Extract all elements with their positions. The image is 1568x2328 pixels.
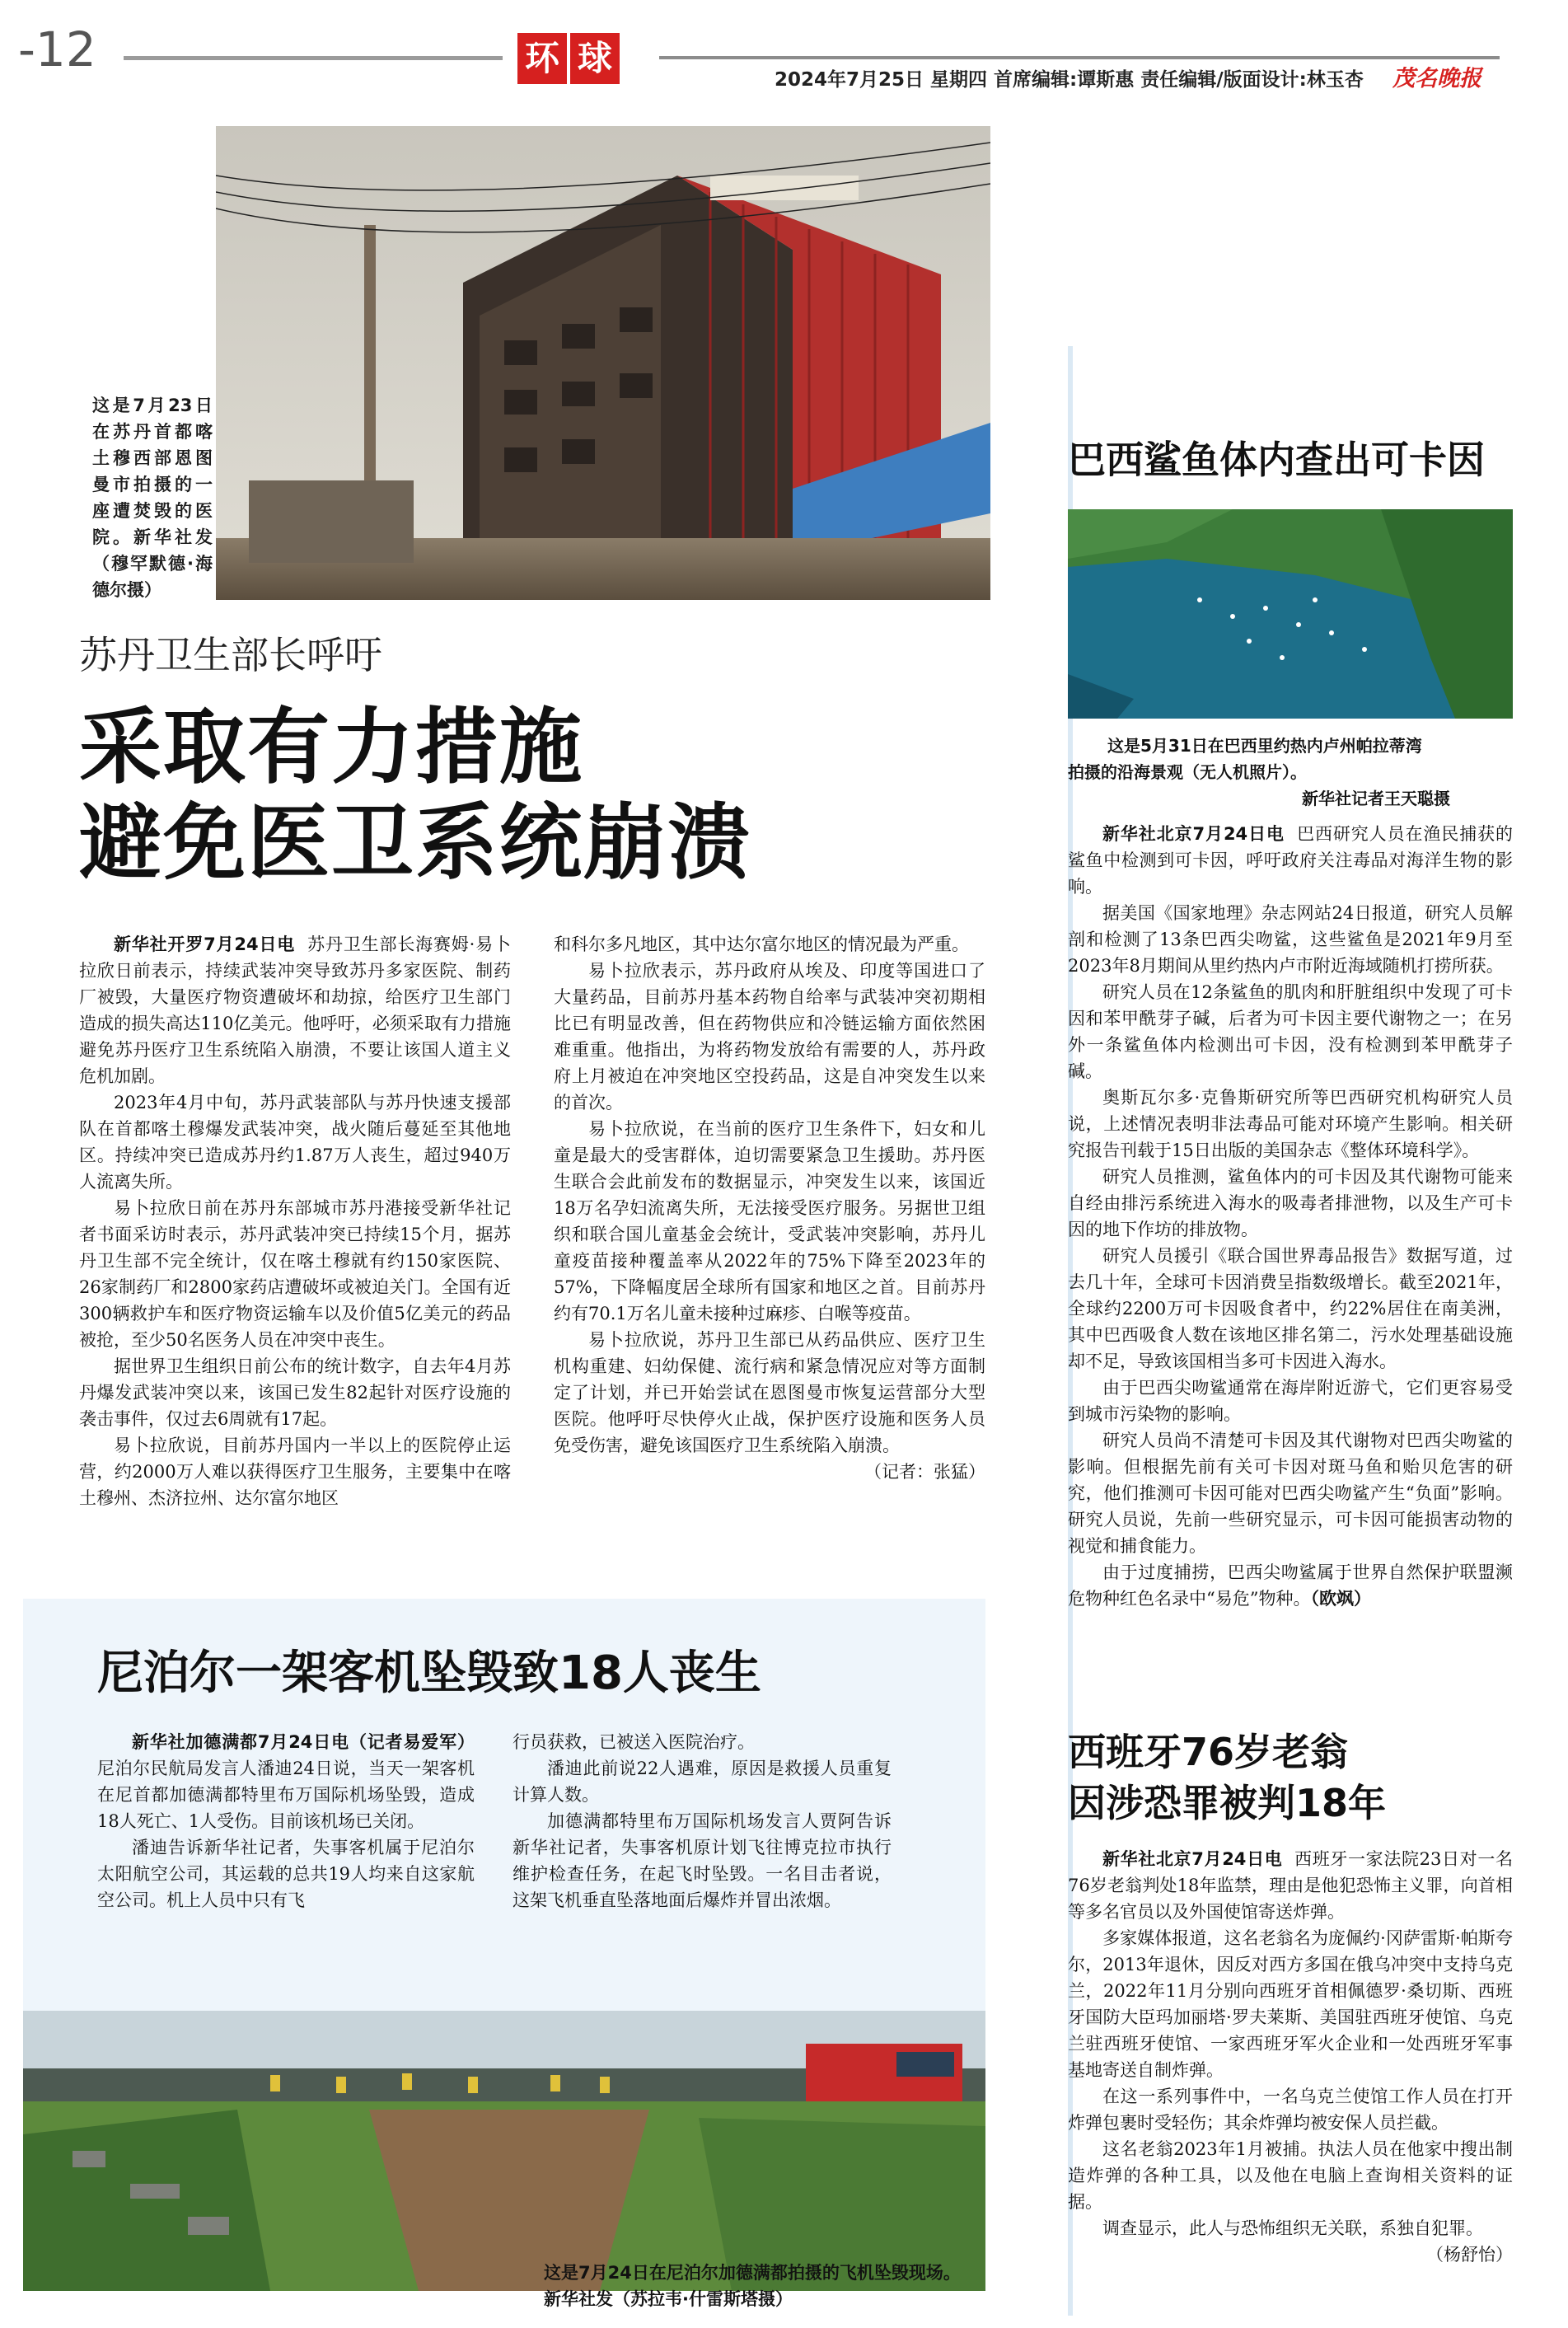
nepal-para: 行员获救，已被送入医院治疗。: [513, 1732, 755, 1752]
sudan-para: 易卜拉欣表示，苏丹政府从埃及、印度等国进口了大量药品，目前苏丹基本药物自给率与武装冲突初期相比已有明显改善，但在药物供应和冷链运输方面依然困难重重。他指出，为将药物发放给有需要的人，苏丹政府上月被迫在冲突地区空投药品，这是自冲突发生以来的首次。: [554, 961, 985, 1112]
sudan-para: 易卜拉欣说，目前苏丹国内一半以上的医院停止运营，约2000万人难以获得医疗卫生服务，主要集中在喀土穆州、杰济拉州、达尔富尔地区: [79, 1436, 511, 1508]
spain-byline: （杨舒怡）: [1426, 2245, 1513, 2265]
brazil-photo-caption-line1: 这是5月31日在巴西里约热内卢州帕拉蒂湾: [1107, 736, 1422, 756]
sudan-para: 易卜拉欣说，苏丹卫生部已从药品供应、医疗卫生机构重建、妇幼保健、流行病和紧急情况应对等方面制定了计划，并已开始尝试在恩图曼市恢复运营部分大型医院。他呼吁尽快停火止战，保护医疗设施和医务人员免受伤害，避免该国医疗卫生系统陷入崩溃。: [554, 1330, 985, 1455]
spain-headline-line2: 因涉恐罪被判18年: [1068, 1781, 1387, 1825]
nepal-crash-photo: [23, 2011, 985, 2291]
spain-headline-line1: 西班牙76岁老翁: [1068, 1730, 1349, 1774]
sudan-para: 苏丹卫生部长海赛姆·易卜拉欣日前表示，持续武装冲突导致苏丹多家医院、制药厂被毁，大量医疗物资遭破坏和劫掠，给医疗卫生部门造成的损失高达110亿美元。他呼吁，必须采取有力措施避免苏丹医疗卫生系统陷入崩溃，不要让该国人道主义危机加剧。: [79, 934, 511, 1086]
nepal-body-col2: [513, 1729, 892, 1913]
brazil-para: 研究人员尚不清楚可卡因及其代谢物对巴西尖吻鲨的影响。但根据先前有关可卡因对斑马鱼和贻贝危害的研究，他们推测可卡因可能对巴西尖吻鲨产生“负面”影响。研究人员说，先前一些研究显示，可卡因可能损害动物的视觉和捕食能力。: [1068, 1431, 1513, 1556]
sudan-photo-caption: 这是7月23日在苏丹首都喀土穆西部恩图曼市拍摄的一座遭焚毁的医院。新华社发（穆罕默德·海德尔摄）: [92, 396, 213, 600]
spain-body: [1068, 1846, 1513, 2268]
masthead-logo: 茂名晚报: [1392, 66, 1481, 91]
spain-para: 这名老翁2023年1月被捕。执法人员在他家中搜出制造炸弹的各种工具，以及他在电脑上查询相关资料的证据。: [1068, 2139, 1513, 2212]
sudan-para: 和科尔多凡地区，其中达尔富尔地区的情况最为严重。: [554, 934, 969, 954]
brazil-para: 研究人员在12条鲨鱼的肌肉和肝脏组织中发现了可卡因和苯甲酰芽子碱，后者为可卡因主要代谢物之一；在另外一条鲨鱼体内检测出可卡因，没有检测到苯甲酰芽子碱。: [1068, 982, 1513, 1081]
nepal-body-col1: [97, 1729, 475, 1913]
nepal-photo-caption: 这是7月24日在尼泊尔加德满都拍摄的飞机坠毁现场。新华社发（苏拉韦·什雷斯塔摄）: [544, 2263, 961, 2309]
brazil-lead: 新华社北京7月24日电: [1102, 824, 1285, 844]
brazil-bay-photo: [1068, 509, 1513, 719]
brazil-para: 由于巴西尖吻鲨通常在海岸附近游弋，它们更容易受到城市污染物的影响。: [1068, 1378, 1513, 1424]
brazil-byline: （欧飒）: [1310, 1589, 1371, 1609]
sudan-body-col2: [554, 931, 985, 1485]
sudan-para: 易卜拉欣日前在苏丹东部城市苏丹港接受新华社记者书面采访时表示，苏丹武装冲突已持续15个月，据苏丹卫生部不完全统计，仅在喀土穆就有约150家医院、26家制药厂和2800家药店遭破坏或被迫关门。全国有近300辆救护车和医疗物资运输车以及价值5亿美元的药品被抢，至少50名医务人员在冲突中丧生。: [79, 1198, 511, 1350]
page-number: -12: [18, 21, 96, 77]
nepal-headline: 尼泊尔一架客机坠毁致18人丧生: [97, 1646, 761, 1700]
nepal-para: 潘迪告诉新华社记者，失事客机属于尼泊尔太阳航空公司，其运载的总共19人均来自这家航空公司。机上人员中只有飞: [97, 1838, 475, 1910]
spain-lead: 新华社北京7月24日电: [1102, 1849, 1283, 1869]
brazil-photo-caption-line2: 拍摄的沿海景观（无人机照片）。: [1068, 762, 1307, 782]
brazil-headline: 巴西鲨鱼体内查出可卡因: [1068, 438, 1485, 482]
sudan-body-col1: [79, 931, 511, 1511]
spain-para: 调查显示，此人与恐怖组织无关联，系独自犯罪。: [1102, 2218, 1483, 2238]
section-badge-1: 环: [517, 33, 567, 84]
sudan-para: 易卜拉欣说，在当前的医疗卫生条件下，妇女和儿童是最大的受害群体，迫切需要紧急卫生援助。苏丹医生联合会此前发布的数据显示，冲突发生以来，该国近18万名孕妇流离失所，无法接受医疗服务。另据世卫组织和联合国儿童基金会统计，受武装冲突影响，苏丹儿童疫苗接种覆盖率从2022年的75%下降至2023年的57%，下降幅度居全球所有国家和地区之首。目前苏丹约有70.1万名儿童未接种过麻疹、白喉等疫苗。: [554, 1119, 985, 1323]
brazil-photo-credit: 新华社记者王天聪摄: [1302, 789, 1450, 808]
dateline: 2024年7月25日 星期四 首席编辑:谭斯惠 责任编辑/版面设计:林玉杏: [775, 69, 1364, 91]
sudan-lead: 新华社开罗7月24日电: [114, 934, 296, 954]
header-rule-left: [124, 56, 503, 60]
sudan-headline-line1: 采取有力措施: [79, 699, 583, 795]
sudan-hospital-photo: [216, 126, 990, 600]
spain-para: 西班牙一家法院23日对一名76岁老翁判处18年监禁，理由是他犯恐怖主义罪，向首相等多名官员以及外国使馆寄送炸弹。: [1068, 1849, 1513, 1922]
brazil-body: [1068, 821, 1513, 1612]
brazil-para: 奥斯瓦尔多·克鲁斯研究所等巴西研究机构研究人员说，上述情况表明非法毒品可能对环境产生影响。相关研究报告刊载于15日出版的美国杂志《整体环境科学》。: [1068, 1088, 1513, 1160]
sudan-kicker: 苏丹卫生部长呼吁: [79, 633, 382, 677]
sudan-byline: （记者：张猛）: [864, 1462, 985, 1482]
brazil-para: 由于过度捕捞，巴西尖吻鲨属于世界自然保护联盟濒危物种红色名录中“易危”物种。: [1068, 1562, 1513, 1609]
brazil-para: 研究人员推测，鲨鱼体内的可卡因及其代谢物可能来自经由排污系统进入海水的吸毒者排泄物，以及生产可卡因的地下作坊的排放物。: [1068, 1167, 1513, 1239]
spain-para: 多家媒体报道，这名老翁名为庞佩约·冈萨雷斯·帕斯夸尔，2013年退休，因反对西方多国在俄乌冲突中支持乌克兰，2022年11月分别向西班牙首相佩德罗·桑切斯、西班牙国防大臣玛加丽塔·罗夫莱斯、美国驻西班牙使馆、乌克兰驻西班牙使馆、一家西班牙军火企业和一处西班牙军事基地寄送自制炸弹。: [1068, 1928, 1513, 2080]
brazil-para: 巴西研究人员在渔民捕获的鲨鱼中检测到可卡因，呼吁政府关注毒品对海洋生物的影响。: [1068, 824, 1514, 897]
sudan-para: 据世界卫生组织日前公布的统计数字，自去年4月苏丹爆发武装冲突以来，该国已发生82起针对医疗设施的袭击事件，仅过去6周就有17起。: [79, 1356, 511, 1429]
nepal-para: 尼泊尔民航局发言人潘迪24日说，当天一架客机在尼首都加德满都特里布万国际机场坠毁，造成18人死亡、1人受伤。目前该机场已关闭。: [97, 1759, 475, 1831]
header-rule-right: [659, 56, 1500, 59]
nepal-para: 潘迪此前说22人遇难，原因是救援人员重复计算人数。: [513, 1759, 892, 1805]
nepal-lead: 新华社加德满都7月24日电（记者易爱军）: [132, 1732, 475, 1752]
sudan-para: 2023年4月中旬，苏丹武装部队与苏丹快速支援部队在首都喀土穆爆发武装冲突，战火随后蔓延至其他地区。持续冲突已造成苏丹约1.87万人丧生，超过940万人流离失所。: [79, 1093, 511, 1192]
spain-para: 在这一系列事件中，一名乌克兰使馆工作人员在打开炸弹包裹时受轻伤；其余炸弹均被安保人员拦截。: [1068, 2087, 1513, 2133]
sudan-headline-line2: 避免医卫系统崩溃: [79, 794, 751, 891]
brazil-para: 据美国《国家地理》杂志网站24日报道，研究人员解剖和检测了13条巴西尖吻鲨，这些鲨鱼是2021年9月至2023年8月期间从里约热内卢市附近海域随机打捞所获。: [1068, 903, 1513, 976]
brazil-para: 研究人员援引《联合国世界毒品报告》数据写道，过去几十年，全球可卡因消费呈指数级增长。截至2021年，全球约2200万可卡因吸食者中，约22%居住在南美洲，其中巴西吸食人数在该地区排名第二，污水处理基础设施却不足，导致该国相当多可卡因进入海水。: [1068, 1246, 1513, 1371]
nepal-para: 加德满都特里布万国际机场发言人贾阿告诉新华社记者，失事客机原计划飞往博克拉市执行维护检查任务，在起飞时坠毁。一名目击者说，这架飞机垂直坠落地面后爆炸并冒出浓烟。: [513, 1811, 892, 1910]
section-badge-2: 球: [570, 33, 620, 84]
